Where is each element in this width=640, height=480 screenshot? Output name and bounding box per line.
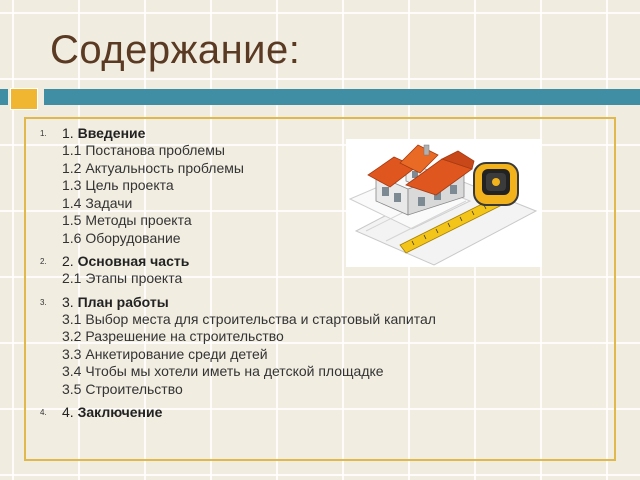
section-number: 3. bbox=[62, 293, 74, 310]
toc-section-3 bbox=[32, 294, 512, 399]
subsection-item: 1.2 Актуальность проблемы bbox=[62, 159, 244, 176]
list-marker: 4. bbox=[40, 408, 47, 417]
subsection-item: 3.5 Строительство bbox=[62, 380, 183, 397]
house-with-tape-measure-image bbox=[346, 139, 542, 267]
section-number: 1. bbox=[62, 125, 74, 141]
header-band-left bbox=[0, 89, 8, 105]
section-title: Введение bbox=[77, 125, 146, 141]
subsection-item: 1.1 Постанова проблемы bbox=[62, 142, 225, 158]
subsection-item: 1.5 Методы проекта bbox=[62, 212, 192, 228]
list-marker: 1. bbox=[40, 129, 47, 138]
section-number: 2. bbox=[62, 253, 74, 269]
section-title: Основная часть bbox=[77, 253, 190, 269]
subsection-item: 3.2 Разрешение на строительство bbox=[62, 328, 284, 344]
header-band-right bbox=[44, 89, 640, 105]
list-marker: 2. bbox=[40, 257, 47, 266]
list-marker: 3. bbox=[40, 297, 47, 307]
subsection-item: 3.4 Чтобы мы хотели иметь на детской площадке bbox=[62, 363, 384, 379]
slide-title: Содержание: bbox=[50, 28, 301, 72]
subsection-item: 1.3 Цель проекта bbox=[62, 177, 174, 193]
section-title: Заключение bbox=[77, 404, 163, 420]
subsection-item: 1.4 Задачи bbox=[62, 194, 133, 211]
section-number: 4. bbox=[62, 404, 74, 420]
house-illustration-svg bbox=[346, 139, 542, 267]
subsection-item: 3.1 Выбор места для строительства и стартовый капитал bbox=[62, 310, 436, 327]
toc-section-4 bbox=[32, 404, 512, 421]
accent-square bbox=[10, 88, 38, 110]
subsection-item: 3.3 Анкетирование среди детей bbox=[62, 345, 268, 362]
section-heading bbox=[62, 404, 512, 421]
subsection-item: 1.6 Оборудование bbox=[62, 229, 181, 246]
subsection-item: 2.1 Этапы проекта bbox=[62, 270, 183, 286]
content-box bbox=[24, 117, 616, 461]
section-title: План работы bbox=[77, 293, 169, 310]
section-heading bbox=[62, 294, 512, 311]
